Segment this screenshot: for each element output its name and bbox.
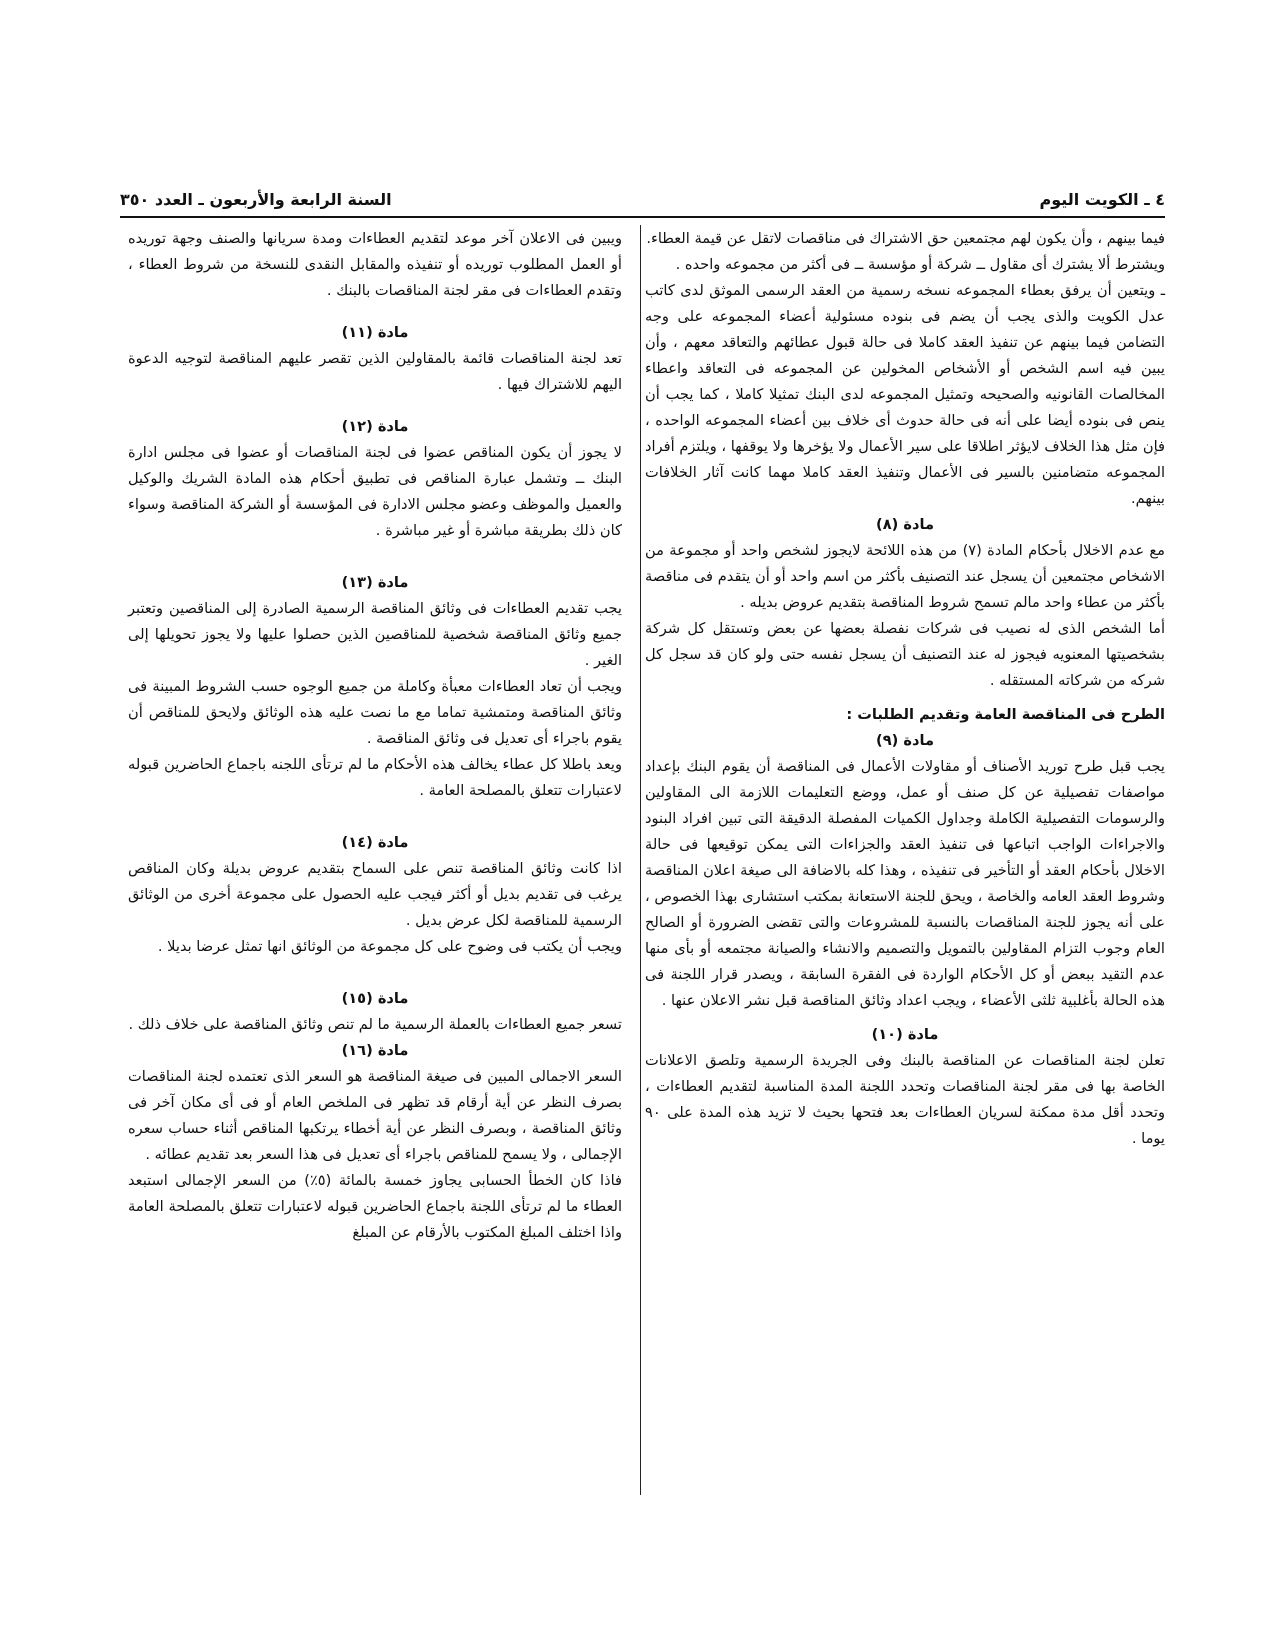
paragraph: ويجب أن تعاد العطاءات معبأة وكاملة من جميع الوجوه حسب الشروط المبينة فى وثائق المناقصة ومتمشية تماما مع ما نصت عليه هذه الوثائق ولايحق للمناقص أن يقوم باجراء أى تعديل فى وثائق المناقصة . bbox=[128, 678, 622, 747]
section-title: الطرح فى المناقصة العامة وتقديم الطلبات : bbox=[846, 706, 1165, 723]
article-13-title: مادة (١٣) bbox=[341, 574, 409, 591]
article-10-title: مادة (١٠) bbox=[871, 1026, 939, 1043]
article-12-title: مادة (١٢) bbox=[341, 418, 409, 435]
paragraph: اذا كانت وثائق المناقصة تنص على السماح بتقديم عروض بديلة وكان المناقص يرغب فى تقديم بديل أو أكثر فيجب عليه الحصول على مجموعة أخرى من الوثائق الرسمية للمناقصة لكل عرض بديل . bbox=[128, 860, 622, 929]
paragraph: السعر الاجمالى المبين فى صيغة المناقصة هو السعر الذى تعتمده لجنة المناقصات بصرف النظر عن أية أرقام قد تظهر فى الملخص العام أو فى أى مكان آخر فى وثائق المناقصة ، وبصرف النظر عن أية أخطاء يرتكبها المناقص أثناء حساب سعره الإجمالى ، ولا يسمح للمناقص باجراء أى تعديل فى هذا السعر بعد تقديم عطائه . bbox=[128, 1068, 622, 1163]
paragraph: أما الشخص الذى له نصيب فى شركات نفصلة بعضها عن بعض وتستقل كل شركة بشخصيتها المعنويه فيجوز له عند التصنيف أن يسجل نفسه حتى ولو كان قد سجل كل شركه من شركاته المستقله . bbox=[645, 620, 1165, 689]
paragraph: تعلن لجنة المناقصات عن المناقصة بالبنك وفى الجريدة الرسمية وتلصق الاعلانات الخاصة بها فى مقر لجنة المناقصات وتحدد اللجنة المدة المناسبة لتقديم العطاءات ، وتحدد أقل مدة ممكنة لسريان العطاءات بعد فتحها بحيث لا تزيد هذه المدة على ٩٠ يوما . bbox=[645, 1052, 1165, 1147]
paragraph: تعد لجنة المناقصات قائمة بالمقاولين الذين تقصر عليهم المناقصة لتوجيه الدعوة اليهم للاشتراك فيها . bbox=[128, 350, 622, 393]
column-divider bbox=[640, 225, 641, 1495]
article-9-title: مادة (٩) bbox=[876, 732, 934, 749]
paragraph: ـ ويتعين أن يرفق بعطاء المجموعه نسخه رسمية من العقد الرسمى الموثق لدى كاتب عدل الكويت والذى يجب أن يضم فى بنوده مسئولية أعضاء المجموعه على وجه التضامن فيما بينهم عن تنفيذ العقد كاملا فى حالة قبول عطائهم والتعاقد معهم ، وأن يبين فيه اسم الشخص أو الأشخاص المخولين عن المجموعه فى التعاقد واعطاء المخالصات القانونيه والصحيحه وتمثيل المجموعه لدى البنك تمثيلا كاملا ، كما يجب أن ينص فى بنوده أيضا على أنه فى حالة حدوث أى خلاف بين أعضاء المجموعه الواحده ، فإن مثل هذا الخلاف لايؤثر اطلاقا على سير الأعمال ولا يؤخرها ولا يوقفها ، ويلتزم أفراد المجموعه متضامنين بالسير فى الأعمال وتنفيذ العقد كاملا مهما كانت آثار الخلافات بينهم. bbox=[645, 282, 1165, 507]
header-rule bbox=[120, 216, 1165, 218]
article-16-title: مادة (١٦) bbox=[341, 1042, 409, 1059]
paragraph: يجب تقديم العطاءات فى وثائق المناقصة الرسمية الصادرة إلى المناقصين وتعتبر جميع وثائق المناقصة شخصية للمناقصين الذين حصلوا عليها ولا يجوز تحويلها إلى الغير . bbox=[128, 600, 622, 669]
paragraph: لا يجوز أن يكون المناقص عضوا فى لجنة المناقصات أو عضوا فى مجلس ادارة البنك ــ وتشمل عبارة المناقص فى تطبيق أحكام هذه المادة الشريك والوكيل والعميل والموظف وعضو مجلس الادارة فى المؤسسة أو الشركة المناقصة وسواء كان ذلك بطريقة مباشرة أو غير مباشرة . bbox=[128, 444, 622, 539]
article-11-title: مادة (١١) bbox=[341, 324, 409, 341]
paragraph: مع عدم الاخلال بأحكام المادة (٧) من هذه اللائحة لايجوز لشخص واحد أو مجموعة من الاشخاص مجتمعين أن يسجل عند التصنيف بأكثر من اسم واحد أو أن يتقدم فى مناقصة بأكثر من عطاء واحد مالم تسمح شروط المناقصة بتقديم عروض بديله . bbox=[645, 542, 1165, 611]
right-column bbox=[645, 226, 1165, 1152]
paragraph: يجب قبل طرح توريد الأصناف أو مقاولات الأعمال فى المناقصة أن يقوم البنك بإعداد مواصفات تفصيلية عن كل صنف أو عمل، ووضع التعليمات اللازمة الى المقاولين والرسومات التفصيلية الكاملة وجداول الكميات المفصلة الدقيقة التى تبين افراد البنود والاجراءات الواجب اتباعها فى تنفيذ العقد والجزاءات التى يمكن توقيعها فى حالة الاخلال بأحكام العقد أو التأخير فى تنفيذه ، وهذا كله بالاضافة الى صيغة اعلان المناقصة وشروط العقد العامه والخاصة ، ويحق للجنة الاستعانة بمكتب استشارى بهذا الخصوص ، على أنه يجوز للجنة المناقصات بالنسبة للمشروعات والتى تقضى الضرورة أو الصالح العام وجوب التزام المقاولين بالتمويل والتصميم والانشاء والصيانة مجتمعه أو بأى منها عدم التقيد ببعض أو كل الأحكام الواردة فى الفقرة السابقة ، ويصدر قرار اللجنة فى هذه الحالة بأغلبية ثلثى الأعضاء ، ويجب اعداد وثائق المناقصة قبل نشر الاعلان عنها . bbox=[645, 758, 1165, 1009]
paragraph: ويعد باطلا كل عطاء يخالف هذه الأحكام ما لم ترتأى اللجنه باجماع الحاضرين قبوله لاعتبارات تتعلق بالمصلحة العامة . bbox=[128, 756, 622, 799]
issue-label: السنة الرابعة والأربعون ـ العدد ٣٥٠ bbox=[120, 190, 392, 209]
paragraph: تسعر جميع العطاءات بالعملة الرسمية ما لم تنص وثائق المناقصة على خلاف ذلك . bbox=[128, 1016, 622, 1033]
paragraph: ويجب أن يكتب فى وضوح على كل مجموعة من الوثائق انها تمثل عرضا بديلا . bbox=[157, 938, 622, 955]
page-header bbox=[120, 190, 1165, 212]
article-14-title: مادة (١٤) bbox=[341, 834, 409, 851]
page-number-label: ٤ ـ الكويت اليوم bbox=[1039, 190, 1165, 209]
paragraph: ويبين فى الاعلان آخر موعد لتقديم العطاءات ومدة سريانها والصنف وجهة توريده أو العمل المطلوب توريده أو تنفيذه والمقابل النقدى للنسخة من شروط العطاء ، وتقدم العطاءات فى مقر لجنة المناقصات بالبنك . bbox=[128, 230, 622, 299]
paragraph: فيما بينهم ، وأن يكون لهم مجتمعين حق الاشتراك فى مناقصات لاتقل عن قيمة العطاء. bbox=[646, 230, 1165, 247]
paragraph: فاذا كان الخطأ الحسابى يجاوز خمسة بالمائة (٥٪) من السعر الإجمالى استبعد العطاء ما لم ترتأى اللجنة باجماع الحاضرين قبوله لاعتبارات تتعلق بالمصلحة العامة واذا اختلف المبلغ المكتوب بالأرقام عن المبلغ bbox=[128, 1172, 622, 1241]
article-15-title: مادة (١٥) bbox=[341, 990, 409, 1007]
article-8-title: مادة (٨) bbox=[876, 516, 934, 533]
paragraph: ويشترط ألا يشترك أى مقاول ــ شركة أو مؤسسة ــ فى أكثر من مجموعه واحده . bbox=[675, 256, 1165, 273]
left-column bbox=[128, 226, 622, 1246]
